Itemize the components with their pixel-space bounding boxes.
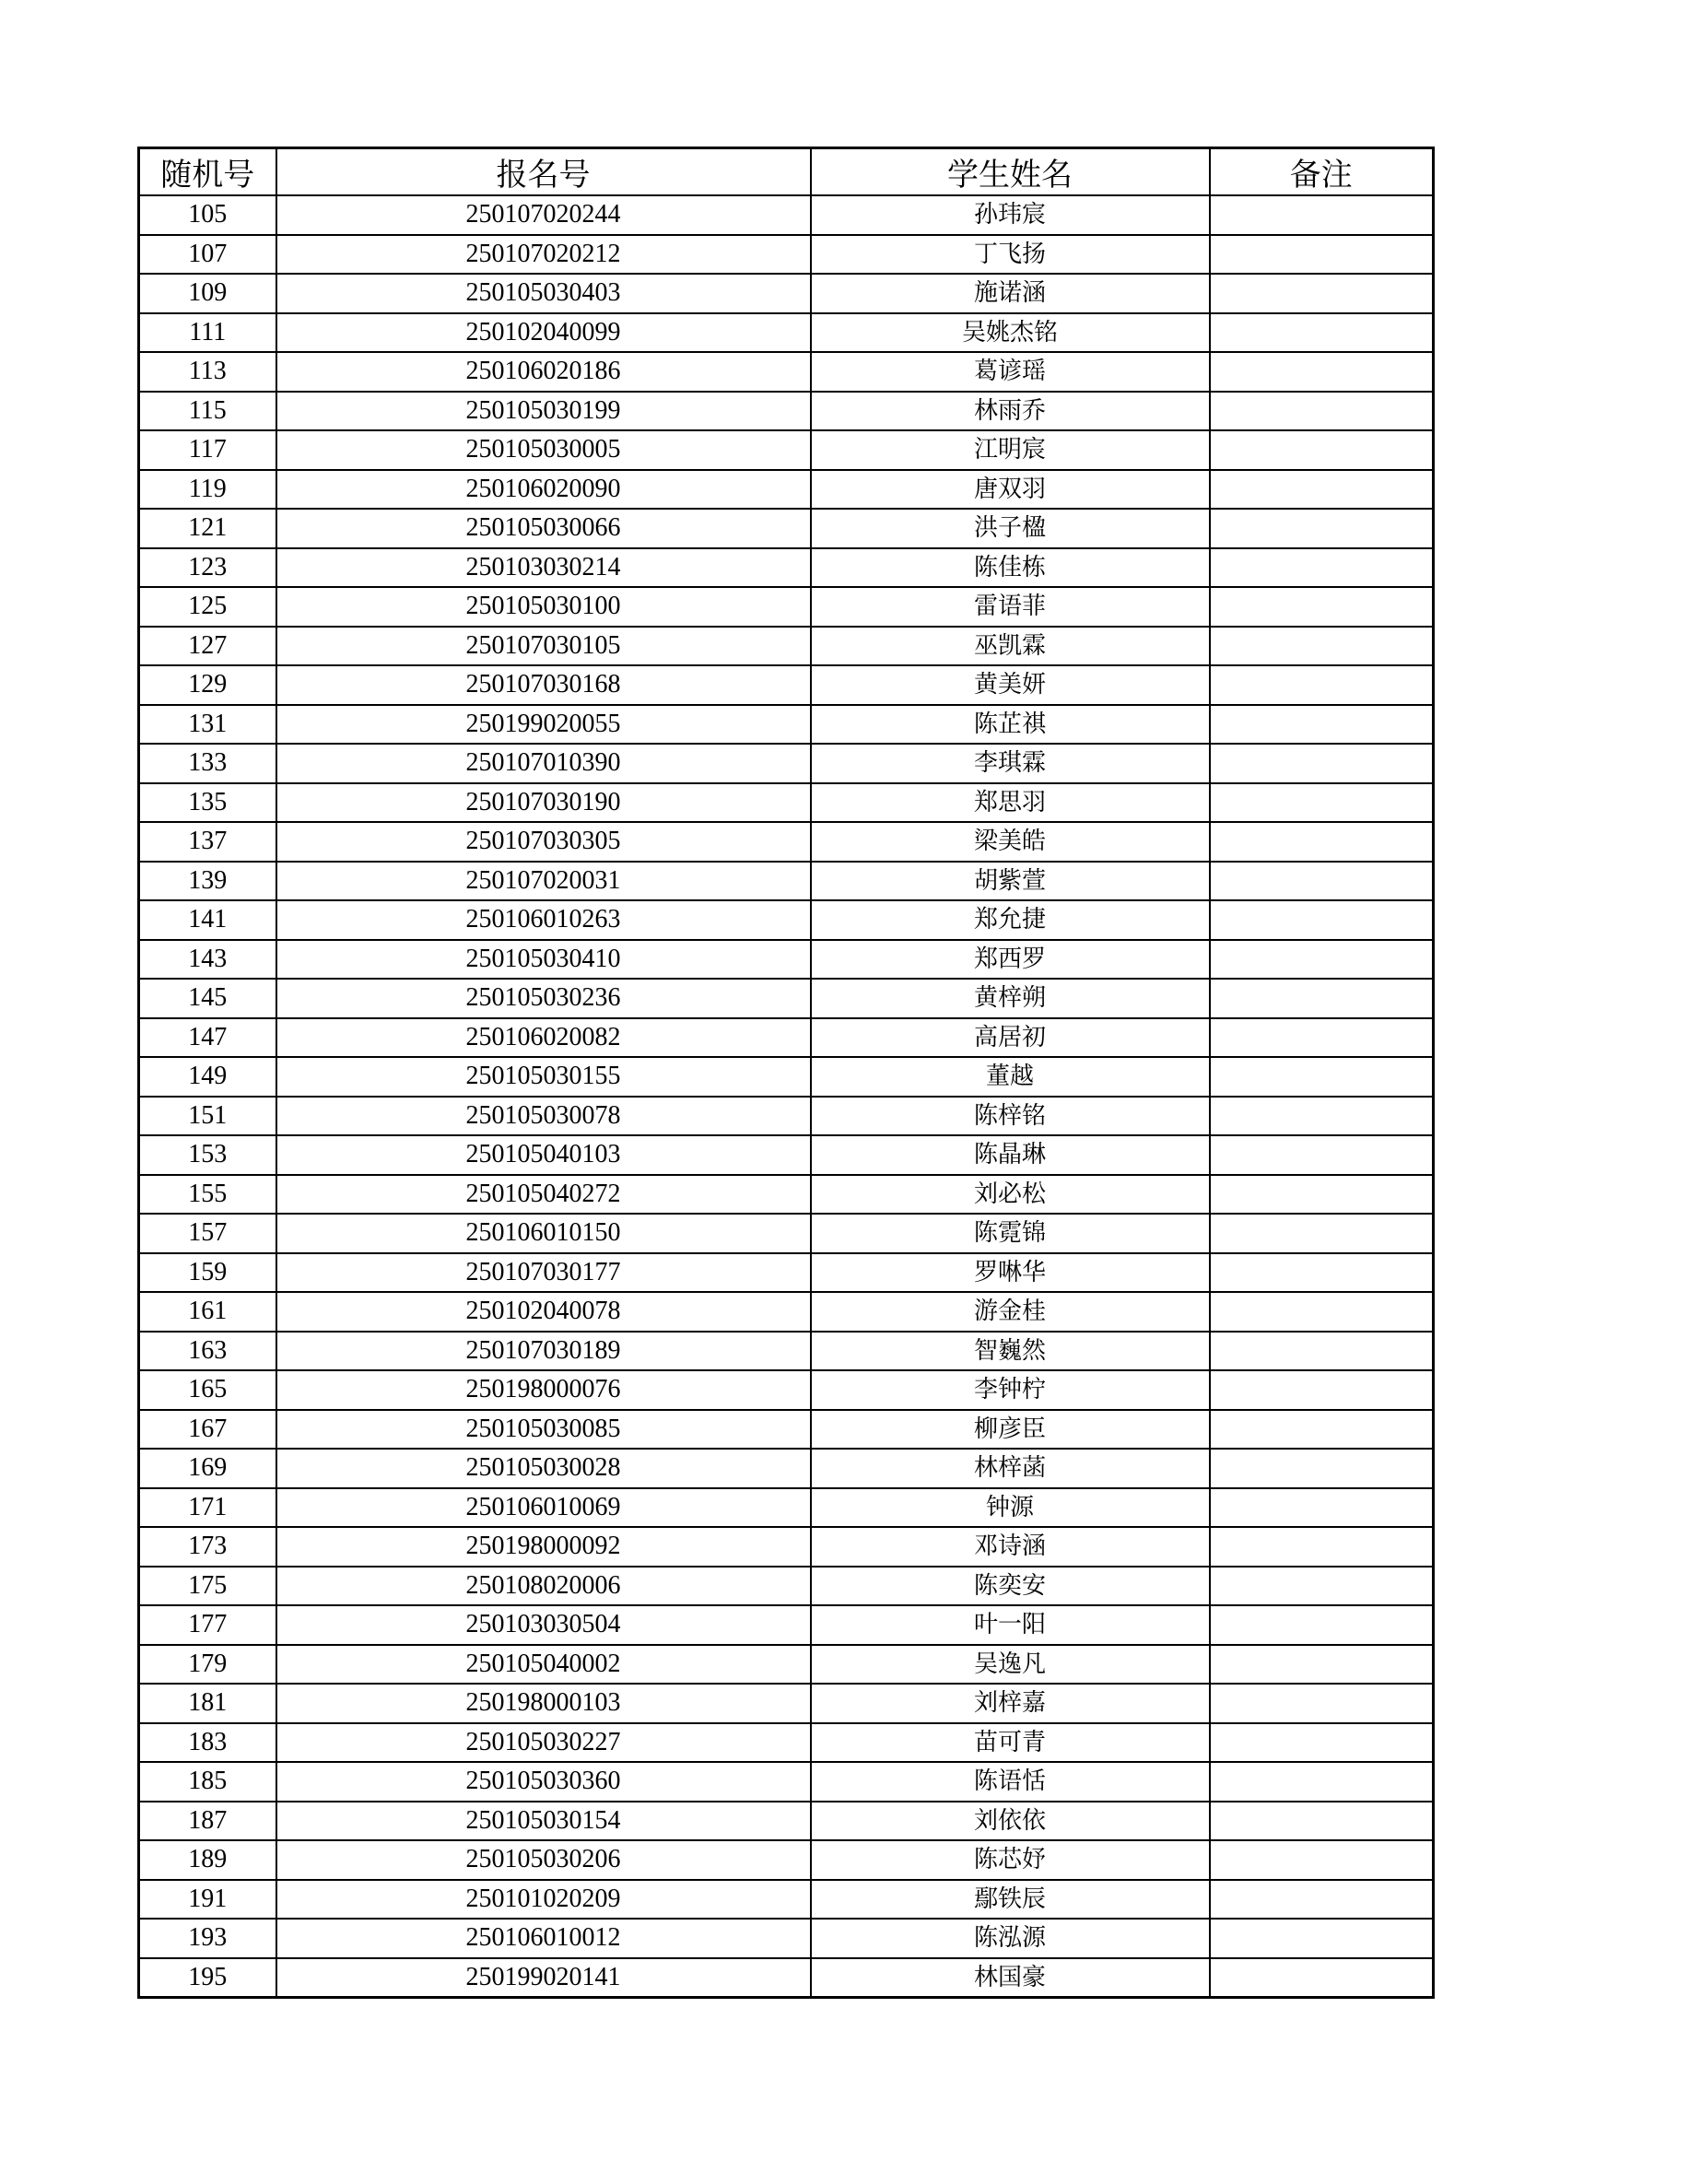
cell-registration-no: 250101020209 xyxy=(276,1880,811,1920)
cell-student-name: 陈芷祺 xyxy=(811,705,1210,745)
table-row xyxy=(139,392,1434,431)
cell-student-name: 陈霓锦 xyxy=(811,1214,1210,1253)
cell-random-no: 193 xyxy=(139,1919,276,1958)
table-row xyxy=(139,1527,1434,1567)
table-row xyxy=(139,1449,1434,1488)
cell-remarks xyxy=(1210,1762,1434,1802)
cell-random-no: 127 xyxy=(139,627,276,666)
cell-student-name: 刘梓嘉 xyxy=(811,1684,1210,1723)
cell-remarks xyxy=(1210,548,1434,588)
cell-student-name: 陈佳栋 xyxy=(811,548,1210,588)
cell-random-no: 109 xyxy=(139,274,276,313)
cell-registration-no: 250105030360 xyxy=(276,1762,811,1802)
table-row xyxy=(139,1567,1434,1606)
cell-remarks xyxy=(1210,665,1434,705)
cell-student-name: 雷语菲 xyxy=(811,587,1210,627)
cell-student-name: 郑思羽 xyxy=(811,783,1210,823)
cell-remarks xyxy=(1210,1958,1434,1998)
cell-student-name: 智巍然 xyxy=(811,1332,1210,1371)
cell-registration-no: 250105030085 xyxy=(276,1410,811,1450)
table-row xyxy=(139,665,1434,705)
cell-registration-no: 250105030206 xyxy=(276,1840,811,1880)
cell-student-name: 梁美皓 xyxy=(811,822,1210,862)
cell-student-name: 陈晶琳 xyxy=(811,1135,1210,1175)
header-remarks: 备注 xyxy=(1210,148,1434,196)
cell-student-name: 陈奕安 xyxy=(811,1567,1210,1606)
cell-registration-no: 250103030214 xyxy=(276,548,811,588)
cell-remarks xyxy=(1210,1919,1434,1958)
cell-student-name: 邓诗涵 xyxy=(811,1527,1210,1567)
cell-remarks xyxy=(1210,1802,1434,1841)
cell-remarks xyxy=(1210,1488,1434,1528)
cell-registration-no: 250199020055 xyxy=(276,705,811,745)
roster-sheet xyxy=(137,147,1435,1999)
cell-remarks xyxy=(1210,195,1434,235)
cell-random-no: 137 xyxy=(139,822,276,862)
table-row xyxy=(139,900,1434,940)
table-row xyxy=(139,1018,1434,1058)
cell-registration-no: 250105040002 xyxy=(276,1645,811,1685)
cell-student-name: 黄美妍 xyxy=(811,665,1210,705)
cell-remarks xyxy=(1210,430,1434,470)
cell-remarks xyxy=(1210,1253,1434,1293)
cell-random-no: 183 xyxy=(139,1723,276,1763)
cell-random-no: 161 xyxy=(139,1292,276,1332)
cell-random-no: 147 xyxy=(139,1018,276,1058)
cell-random-no: 145 xyxy=(139,979,276,1018)
cell-student-name: 丁飞扬 xyxy=(811,235,1210,275)
cell-student-name: 游金桂 xyxy=(811,1292,1210,1332)
cell-random-no: 173 xyxy=(139,1527,276,1567)
cell-remarks xyxy=(1210,587,1434,627)
table-row xyxy=(139,862,1434,901)
cell-student-name: 鄢铁辰 xyxy=(811,1880,1210,1920)
cell-remarks xyxy=(1210,1018,1434,1058)
cell-student-name: 葛谚瑶 xyxy=(811,352,1210,392)
table-row xyxy=(139,1097,1434,1136)
cell-student-name: 胡紫萱 xyxy=(811,862,1210,901)
cell-registration-no: 250106010150 xyxy=(276,1214,811,1253)
roster-body xyxy=(139,195,1434,1998)
cell-student-name: 洪子楹 xyxy=(811,509,1210,548)
cell-random-no: 133 xyxy=(139,744,276,783)
table-row xyxy=(139,1332,1434,1371)
cell-registration-no: 250107030305 xyxy=(276,822,811,862)
cell-registration-no: 250105030227 xyxy=(276,1723,811,1763)
table-row xyxy=(139,627,1434,666)
table-row xyxy=(139,979,1434,1018)
cell-remarks xyxy=(1210,627,1434,666)
table-row xyxy=(139,1488,1434,1528)
table-row xyxy=(139,1958,1434,1998)
cell-student-name: 孙玮宸 xyxy=(811,195,1210,235)
cell-registration-no: 250106010263 xyxy=(276,900,811,940)
table-row xyxy=(139,1370,1434,1410)
cell-remarks xyxy=(1210,1175,1434,1215)
cell-random-no: 179 xyxy=(139,1645,276,1685)
cell-registration-no: 250105030236 xyxy=(276,979,811,1018)
cell-random-no: 113 xyxy=(139,352,276,392)
cell-random-no: 189 xyxy=(139,1840,276,1880)
cell-random-no: 151 xyxy=(139,1097,276,1136)
cell-registration-no: 250105030199 xyxy=(276,392,811,431)
cell-student-name: 刘必松 xyxy=(811,1175,1210,1215)
table-row xyxy=(139,587,1434,627)
cell-remarks xyxy=(1210,1135,1434,1175)
cell-random-no: 131 xyxy=(139,705,276,745)
cell-random-no: 191 xyxy=(139,1880,276,1920)
table-row xyxy=(139,1057,1434,1097)
cell-random-no: 121 xyxy=(139,509,276,548)
cell-student-name: 巫凯霖 xyxy=(811,627,1210,666)
cell-registration-no: 250105030403 xyxy=(276,274,811,313)
table-row xyxy=(139,1802,1434,1841)
cell-student-name: 吴逸凡 xyxy=(811,1645,1210,1685)
cell-student-name: 郑允捷 xyxy=(811,900,1210,940)
cell-random-no: 115 xyxy=(139,392,276,431)
cell-random-no: 185 xyxy=(139,1762,276,1802)
header-student-name: 学生姓名 xyxy=(811,148,1210,196)
cell-registration-no: 250105030078 xyxy=(276,1097,811,1136)
cell-registration-no: 250105030410 xyxy=(276,940,811,980)
cell-student-name: 林雨乔 xyxy=(811,392,1210,431)
table-row xyxy=(139,195,1434,235)
cell-registration-no: 250105030100 xyxy=(276,587,811,627)
cell-random-no: 141 xyxy=(139,900,276,940)
cell-random-no: 171 xyxy=(139,1488,276,1528)
cell-student-name: 钟源 xyxy=(811,1488,1210,1528)
cell-student-name: 郑西罗 xyxy=(811,940,1210,980)
table-row xyxy=(139,274,1434,313)
cell-registration-no: 250107020212 xyxy=(276,235,811,275)
cell-remarks xyxy=(1210,1840,1434,1880)
cell-random-no: 149 xyxy=(139,1057,276,1097)
cell-student-name: 江明宸 xyxy=(811,430,1210,470)
cell-registration-no: 250106020090 xyxy=(276,470,811,510)
cell-remarks xyxy=(1210,862,1434,901)
cell-registration-no: 250106010012 xyxy=(276,1919,811,1958)
table-row xyxy=(139,470,1434,510)
cell-registration-no: 250198000103 xyxy=(276,1684,811,1723)
table-row xyxy=(139,1292,1434,1332)
cell-remarks xyxy=(1210,783,1434,823)
cell-student-name: 李琪霖 xyxy=(811,744,1210,783)
cell-student-name: 唐双羽 xyxy=(811,470,1210,510)
table-row xyxy=(139,548,1434,588)
cell-remarks xyxy=(1210,744,1434,783)
cell-remarks xyxy=(1210,979,1434,1018)
cell-random-no: 169 xyxy=(139,1449,276,1488)
cell-remarks xyxy=(1210,1370,1434,1410)
cell-remarks xyxy=(1210,1880,1434,1920)
table-row xyxy=(139,1645,1434,1685)
table-row xyxy=(139,1253,1434,1293)
cell-random-no: 175 xyxy=(139,1567,276,1606)
cell-remarks xyxy=(1210,1410,1434,1450)
cell-random-no: 105 xyxy=(139,195,276,235)
cell-registration-no: 250105040103 xyxy=(276,1135,811,1175)
cell-student-name: 黄梓朔 xyxy=(811,979,1210,1018)
table-row xyxy=(139,1135,1434,1175)
cell-remarks xyxy=(1210,352,1434,392)
cell-remarks xyxy=(1210,1684,1434,1723)
table-row xyxy=(139,1605,1434,1645)
table-row xyxy=(139,352,1434,392)
cell-registration-no: 250107020244 xyxy=(276,195,811,235)
cell-remarks xyxy=(1210,1567,1434,1606)
cell-remarks xyxy=(1210,900,1434,940)
table-row xyxy=(139,1410,1434,1450)
cell-registration-no: 250105030028 xyxy=(276,1449,811,1488)
cell-student-name: 柳彦臣 xyxy=(811,1410,1210,1450)
cell-remarks xyxy=(1210,1097,1434,1136)
cell-student-name: 陈泓源 xyxy=(811,1919,1210,1958)
cell-student-name: 林国豪 xyxy=(811,1958,1210,1998)
table-row xyxy=(139,313,1434,353)
cell-registration-no: 250105030155 xyxy=(276,1057,811,1097)
cell-random-no: 195 xyxy=(139,1958,276,1998)
table-row xyxy=(139,509,1434,548)
cell-random-no: 143 xyxy=(139,940,276,980)
cell-student-name: 罗啉华 xyxy=(811,1253,1210,1293)
cell-registration-no: 250106020186 xyxy=(276,352,811,392)
cell-registration-no: 250107020031 xyxy=(276,862,811,901)
cell-random-no: 139 xyxy=(139,862,276,901)
cell-student-name: 苗可青 xyxy=(811,1723,1210,1763)
cell-student-name: 叶一阳 xyxy=(811,1605,1210,1645)
cell-random-no: 159 xyxy=(139,1253,276,1293)
header-random-no: 随机号 xyxy=(139,148,276,196)
cell-random-no: 125 xyxy=(139,587,276,627)
cell-random-no: 187 xyxy=(139,1802,276,1841)
cell-remarks xyxy=(1210,1332,1434,1371)
cell-remarks xyxy=(1210,940,1434,980)
cell-student-name: 陈语恬 xyxy=(811,1762,1210,1802)
cell-remarks xyxy=(1210,235,1434,275)
cell-remarks xyxy=(1210,1605,1434,1645)
cell-remarks xyxy=(1210,392,1434,431)
table-row xyxy=(139,822,1434,862)
table-row xyxy=(139,1762,1434,1802)
table-row xyxy=(139,430,1434,470)
cell-remarks xyxy=(1210,1214,1434,1253)
cell-registration-no: 250107030168 xyxy=(276,665,811,705)
cell-registration-no: 250198000092 xyxy=(276,1527,811,1567)
cell-registration-no: 250107030105 xyxy=(276,627,811,666)
cell-random-no: 111 xyxy=(139,313,276,353)
cell-random-no: 135 xyxy=(139,783,276,823)
table-row xyxy=(139,744,1434,783)
cell-random-no: 165 xyxy=(139,1370,276,1410)
cell-registration-no: 250102040078 xyxy=(276,1292,811,1332)
table-row xyxy=(139,1840,1434,1880)
cell-remarks xyxy=(1210,705,1434,745)
cell-student-name: 陈梓铭 xyxy=(811,1097,1210,1136)
cell-student-name: 施诺涵 xyxy=(811,274,1210,313)
cell-registration-no: 250106010069 xyxy=(276,1488,811,1528)
cell-registration-no: 250107030190 xyxy=(276,783,811,823)
cell-random-no: 107 xyxy=(139,235,276,275)
cell-random-no: 117 xyxy=(139,430,276,470)
cell-registration-no: 250108020006 xyxy=(276,1567,811,1606)
table-row xyxy=(139,1723,1434,1763)
table-row xyxy=(139,235,1434,275)
cell-random-no: 155 xyxy=(139,1175,276,1215)
cell-registration-no: 250107030189 xyxy=(276,1332,811,1371)
cell-registration-no: 250102040099 xyxy=(276,313,811,353)
cell-random-no: 177 xyxy=(139,1605,276,1645)
cell-random-no: 167 xyxy=(139,1410,276,1450)
cell-student-name: 刘依依 xyxy=(811,1802,1210,1841)
table-row xyxy=(139,1880,1434,1920)
table-row xyxy=(139,705,1434,745)
cell-random-no: 181 xyxy=(139,1684,276,1723)
student-roster-table xyxy=(137,147,1435,1999)
cell-remarks xyxy=(1210,1292,1434,1332)
header-registration-no: 报名号 xyxy=(276,148,811,196)
cell-remarks xyxy=(1210,274,1434,313)
cell-registration-no: 250105040272 xyxy=(276,1175,811,1215)
cell-registration-no: 250103030504 xyxy=(276,1605,811,1645)
table-row xyxy=(139,783,1434,823)
cell-registration-no: 250106020082 xyxy=(276,1018,811,1058)
cell-registration-no: 250105030066 xyxy=(276,509,811,548)
cell-remarks xyxy=(1210,509,1434,548)
cell-registration-no: 250107030177 xyxy=(276,1253,811,1293)
table-row xyxy=(139,1175,1434,1215)
cell-registration-no: 250105030005 xyxy=(276,430,811,470)
cell-remarks xyxy=(1210,1057,1434,1097)
cell-remarks xyxy=(1210,1527,1434,1567)
cell-random-no: 129 xyxy=(139,665,276,705)
header-row xyxy=(139,148,1434,196)
cell-random-no: 123 xyxy=(139,548,276,588)
cell-remarks xyxy=(1210,313,1434,353)
cell-student-name: 吴姚杰铭 xyxy=(811,313,1210,353)
cell-remarks xyxy=(1210,1449,1434,1488)
table-row xyxy=(139,1214,1434,1253)
cell-remarks xyxy=(1210,470,1434,510)
cell-random-no: 163 xyxy=(139,1332,276,1371)
cell-registration-no: 250105030154 xyxy=(276,1802,811,1841)
cell-remarks xyxy=(1210,1645,1434,1685)
cell-student-name: 高居初 xyxy=(811,1018,1210,1058)
cell-random-no: 153 xyxy=(139,1135,276,1175)
table-row xyxy=(139,940,1434,980)
cell-remarks xyxy=(1210,1723,1434,1763)
cell-registration-no: 250107010390 xyxy=(276,744,811,783)
cell-student-name: 李钟柠 xyxy=(811,1370,1210,1410)
cell-random-no: 157 xyxy=(139,1214,276,1253)
cell-student-name: 董越 xyxy=(811,1057,1210,1097)
cell-remarks xyxy=(1210,822,1434,862)
cell-random-no: 119 xyxy=(139,470,276,510)
cell-student-name: 林梓菡 xyxy=(811,1449,1210,1488)
cell-student-name: 陈芯妤 xyxy=(811,1840,1210,1880)
table-row xyxy=(139,1684,1434,1723)
cell-registration-no: 250199020141 xyxy=(276,1958,811,1998)
table-row xyxy=(139,1919,1434,1958)
cell-registration-no: 250198000076 xyxy=(276,1370,811,1410)
